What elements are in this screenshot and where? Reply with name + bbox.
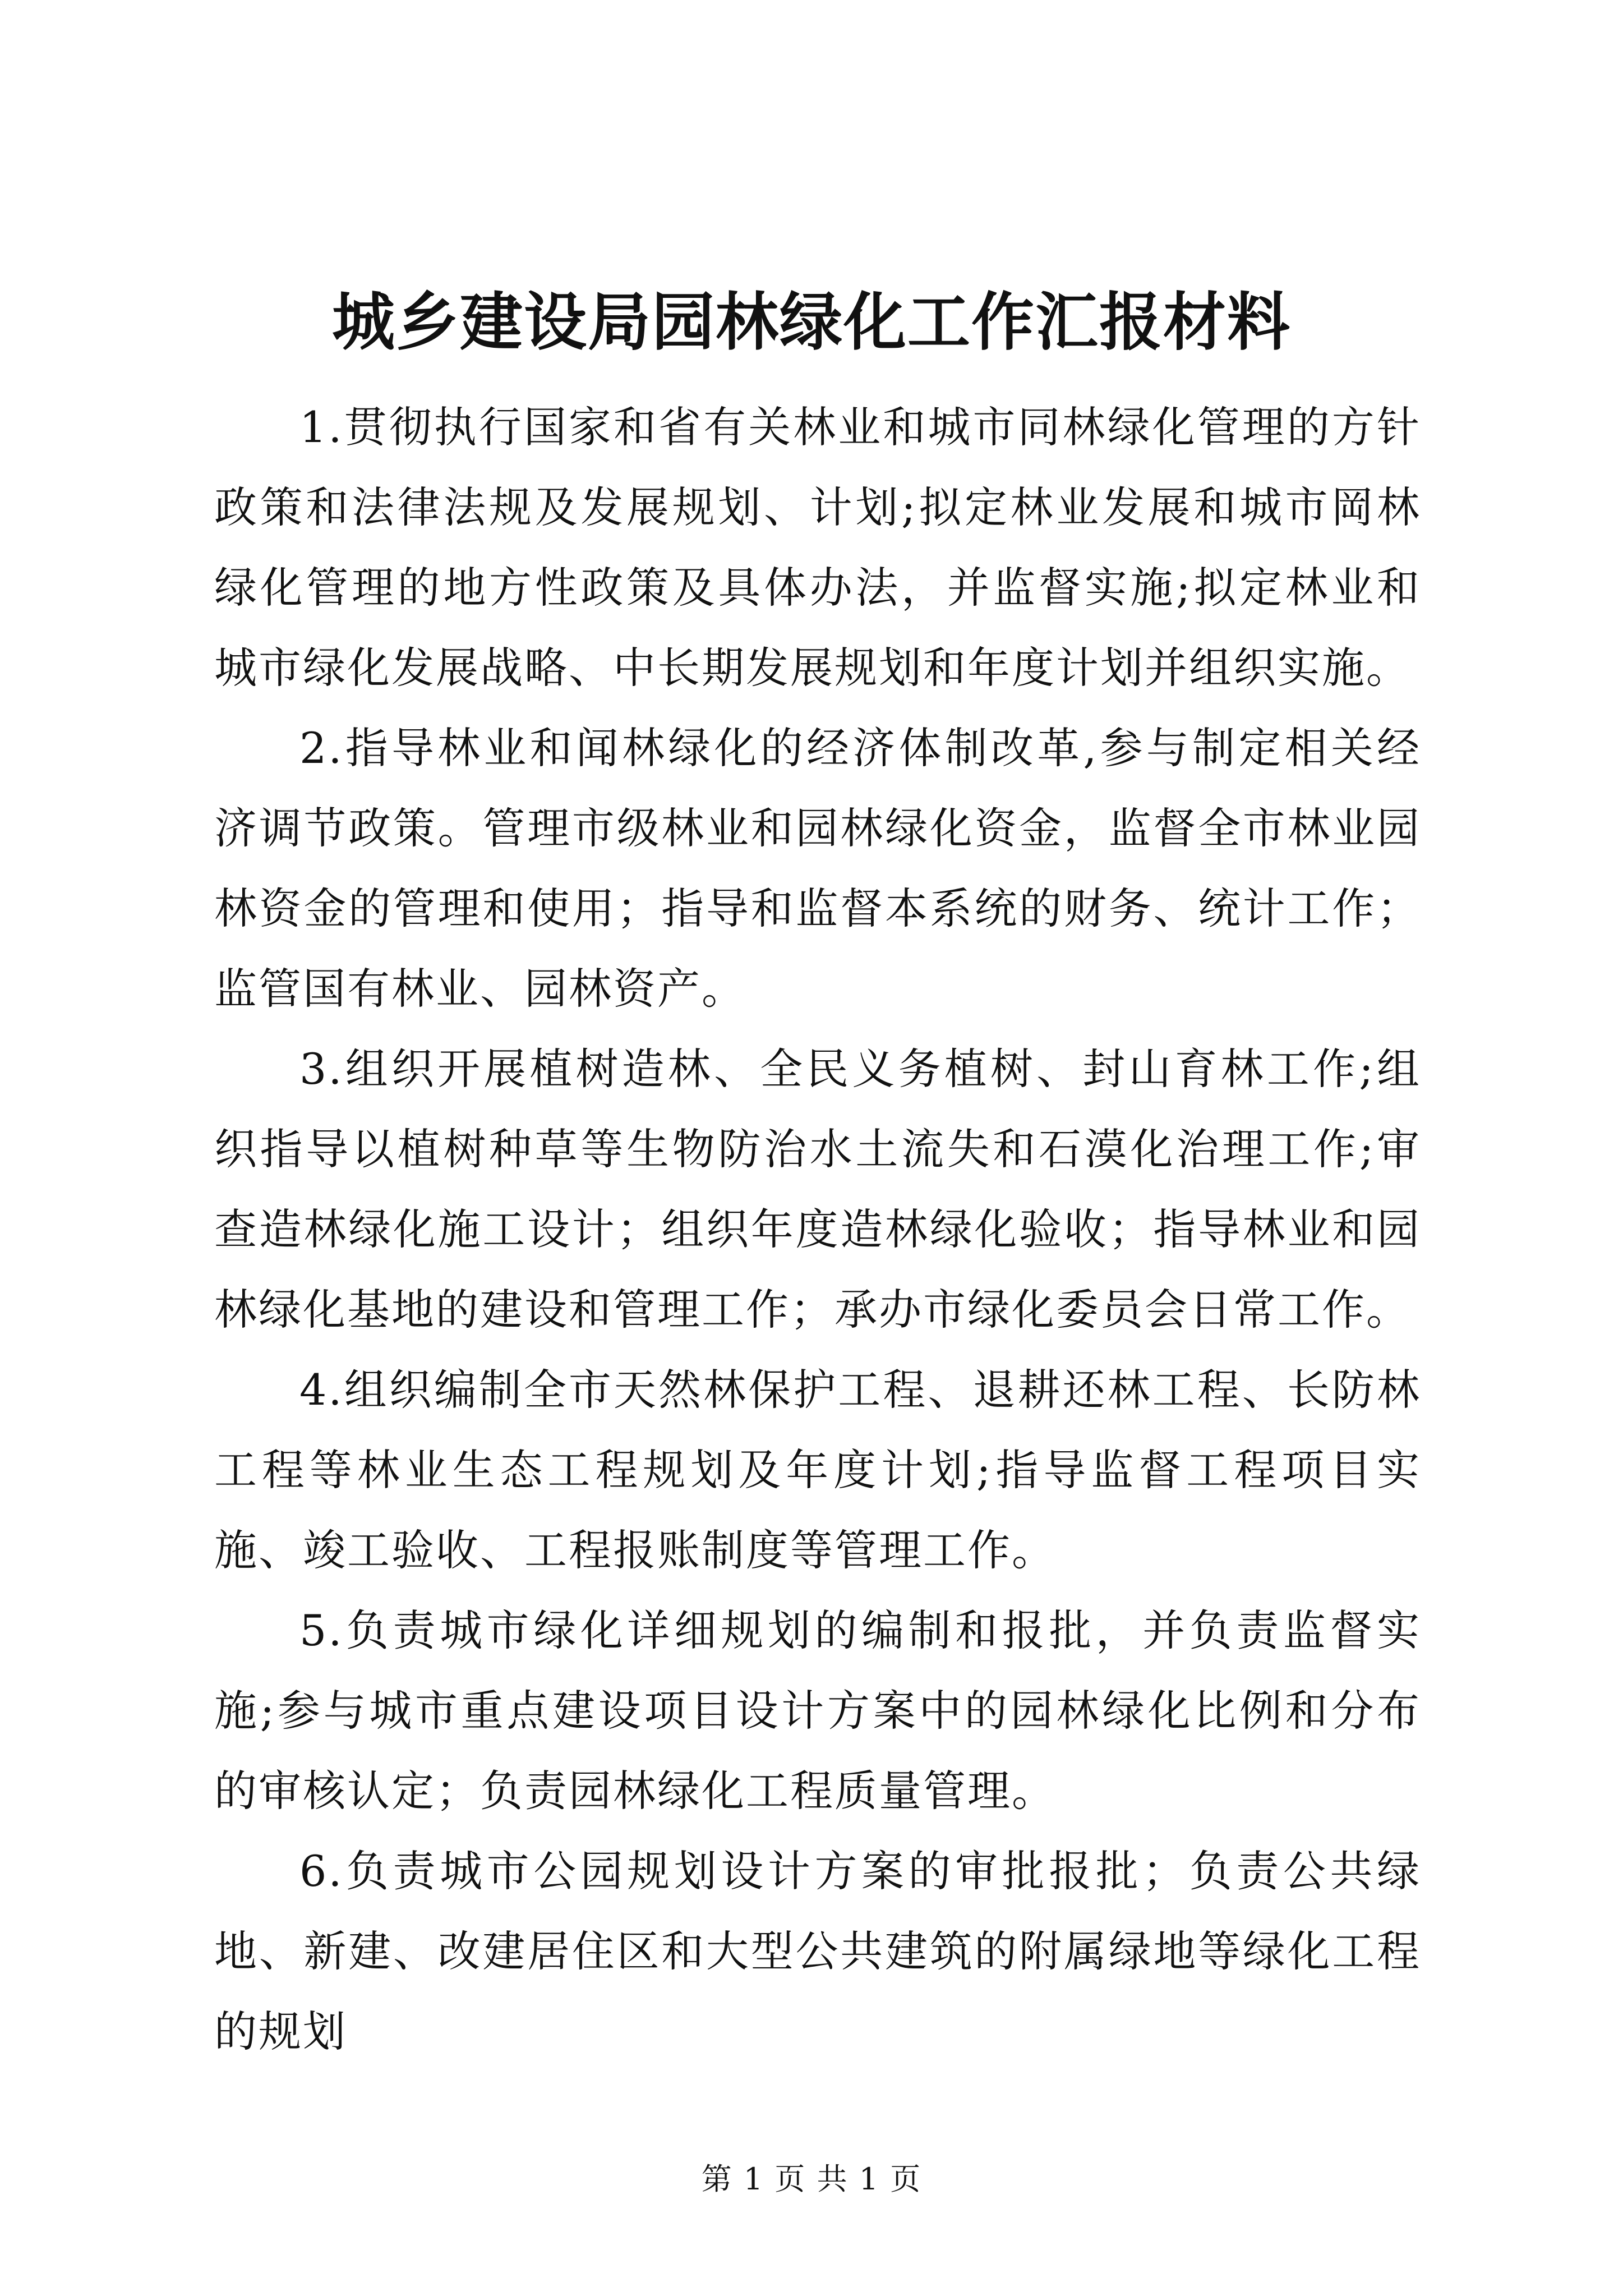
paragraph-3: 3.组织开展植树造林、全民义务植树、封山育林工作;组织指导以植树种草等生物防治水土流失和石漠化治理工作;审查造林绿化施工设计；组织年度造林绿化验收；指导林业和园林绿化基地的建设和管理工作；承办市绿化委员会日常工作。 — [214, 1044, 1421, 1335]
document-body — [214, 387, 1421, 2072]
document-title: 城乡建设局园林绿化工作汇报材料 — [332, 286, 1291, 359]
paragraph-6: 6.负责城市公园规划设计方案的审批报批；负责公共绿地、新建、改建居住区和大型公共建筑的附属绿地等绿化工程的规划 — [214, 1846, 1421, 2056]
paragraph-4: 4.组织编制全市天然林保护工程、退耕还林工程、长防林工程等林业生态工程规划及年度计划;指导监督工程项目实施、竣工验收、工程报账制度等管理工作。 — [214, 1365, 1421, 1575]
paragraph-5: 5.负责城市绿化详细规划的编制和报批，并负责监督实施;参与城市重点建设项目设计方案中的园林绿化比例和分布的审核认定；负责园林绿化工程质量管理。 — [214, 1605, 1421, 1816]
page-footer: 第 1 页 共 1 页 — [701, 2161, 922, 2197]
paragraph-2: 2.指导林业和闻林绿化的经济体制改革,参与制定相关经济调节政策。管理市级林业和园林绿化资金，监督全市林业园林资金的管理和使用；指导和监督本系统的财务、统计工作；监管国有林业、园林资产。 — [214, 723, 1421, 1014]
paragraph-1: 1.贯彻执行国家和省有关林业和城市同林绿化管理的方针政策和法律法规及发展规划、计划;拟定林业发展和城市岡林绿化管理的地方性政策及具体办法，并监督实施;拟定林业和城市绿化发展战略、中长期发展规划和年度计划并组织实施。 — [214, 402, 1421, 693]
